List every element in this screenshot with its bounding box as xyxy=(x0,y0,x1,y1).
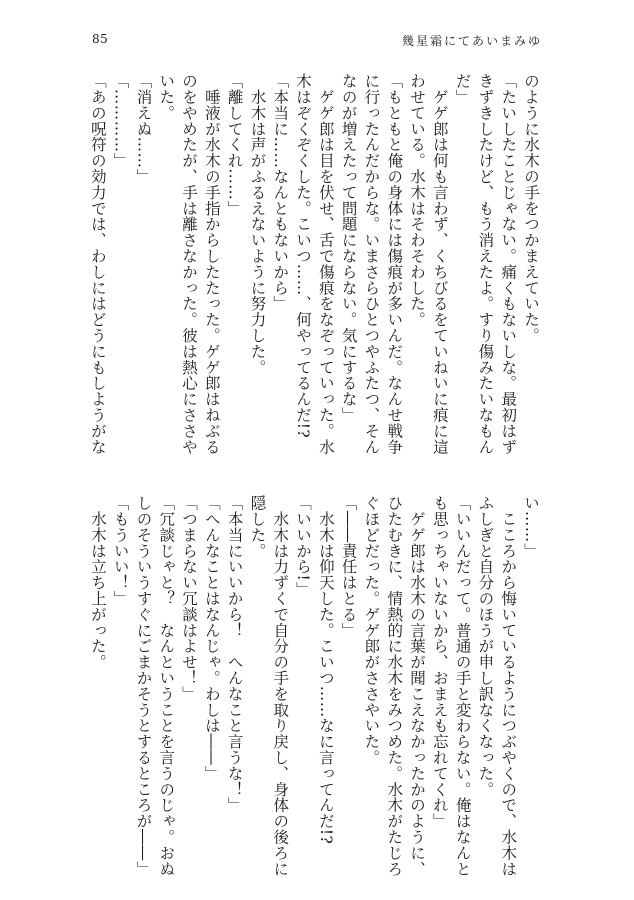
text-line: わせている。水木はそわそわした。 xyxy=(408,73,427,328)
text-line: 「本当にいいから！ へんなこと言うな！」 xyxy=(225,495,244,813)
text-line: ひたむきに、情熱的に水木をみつめた。水木がたじろ xyxy=(385,495,404,877)
text-line: ゲゲ郎は水木の言葉が聞こえなかったかのように、 xyxy=(408,495,427,877)
text-line: 水木は力ずくで自分の手を取り戻し、身体の後ろに xyxy=(271,495,290,877)
text-line: 隠した。 xyxy=(248,495,267,559)
text-line: ふしぎと自分のほうが申し訳なくなった。 xyxy=(476,495,495,798)
text-line: に行ったんだからな。いまさらひとつやふたつ、そん xyxy=(362,73,381,455)
text-block-upper xyxy=(86,73,542,457)
page-number: 85 xyxy=(92,32,109,46)
text-line: 唾液が水木の手指からしたたった。ゲゲ郎はねぶる xyxy=(202,73,221,455)
text-line: だ」 xyxy=(453,73,472,105)
text-line: 「たいしたことじゃない。痛くもないしな。最初はず xyxy=(499,73,518,455)
text-line: 水木は声がふるえないように努力した。 xyxy=(248,73,267,376)
text-line: 水木は立ち上がった。 xyxy=(88,495,107,670)
text-line: も思っちゃいないから、おまえも忘れてくれ」 xyxy=(430,495,449,829)
text-line: 水木は仰天した。こいつ……なに言ってんだ!? xyxy=(316,495,335,845)
text-line: 「冗談じゃと？ なんということを言うのじゃ。おぬ xyxy=(157,495,176,877)
text-line: 木はぞくぞくした。こいつ……、何やってるんだ!? xyxy=(294,73,313,439)
text-line: こころから悔いているようにつぶやくので、水木は xyxy=(499,495,518,877)
text-line: ゲゲ郎は目を伏せ、舌で傷痕をなぞっていった。水 xyxy=(316,73,335,455)
text-block-lower xyxy=(86,495,542,879)
text-line: ゲゲ郎は何も言わず、くちびるをていねいに痕に這 xyxy=(430,73,449,455)
text-line: 「離してくれ……」 xyxy=(225,73,244,217)
text-line: きずきしたけど、もう消えたよ。すり傷みたいなもん xyxy=(476,73,495,455)
text-line: のをやめたが、手は離さなかった。彼は熱心にささや xyxy=(180,73,199,455)
running-title: 幾星霜にてあいまみゆ xyxy=(401,34,542,48)
text-line: 「へんなことはなんじゃ。わしは――」 xyxy=(202,495,221,782)
text-line: なのが増えたって問題にならない。気にするな」 xyxy=(339,73,358,423)
text-line: い……」 xyxy=(522,495,540,559)
text-line: のように水木の手をつかまえていた。 xyxy=(522,73,540,344)
text-line: 「本当に……なんともないから」 xyxy=(271,73,290,312)
text-line: いた。 xyxy=(157,73,176,121)
text-line: 「消えぬ……」 xyxy=(134,73,153,185)
text-line: ぐほどだった。ゲゲ郎がささやいた。 xyxy=(362,495,381,766)
text-line: 「もういい！」 xyxy=(111,495,130,607)
text-line: 「つまらない冗談はよせ！」 xyxy=(180,495,199,702)
text-line: 「…………」 xyxy=(111,73,130,169)
text-line: 「あの呪符の効力では、わしにはどうにもしようがな xyxy=(88,73,107,455)
text-line: しのそういうすぐにごまかそうとするところが――」 xyxy=(134,495,153,877)
text-line: 「もともと俺の身体には傷痕が多いんだ。なんせ戦争 xyxy=(385,73,404,455)
text-line: 「いいんだって。普通の手と変わらない。俺はなんと xyxy=(453,495,472,877)
text-line: 「――責任はとる」 xyxy=(339,495,358,639)
text-line: 「いいから!」 xyxy=(294,495,313,598)
